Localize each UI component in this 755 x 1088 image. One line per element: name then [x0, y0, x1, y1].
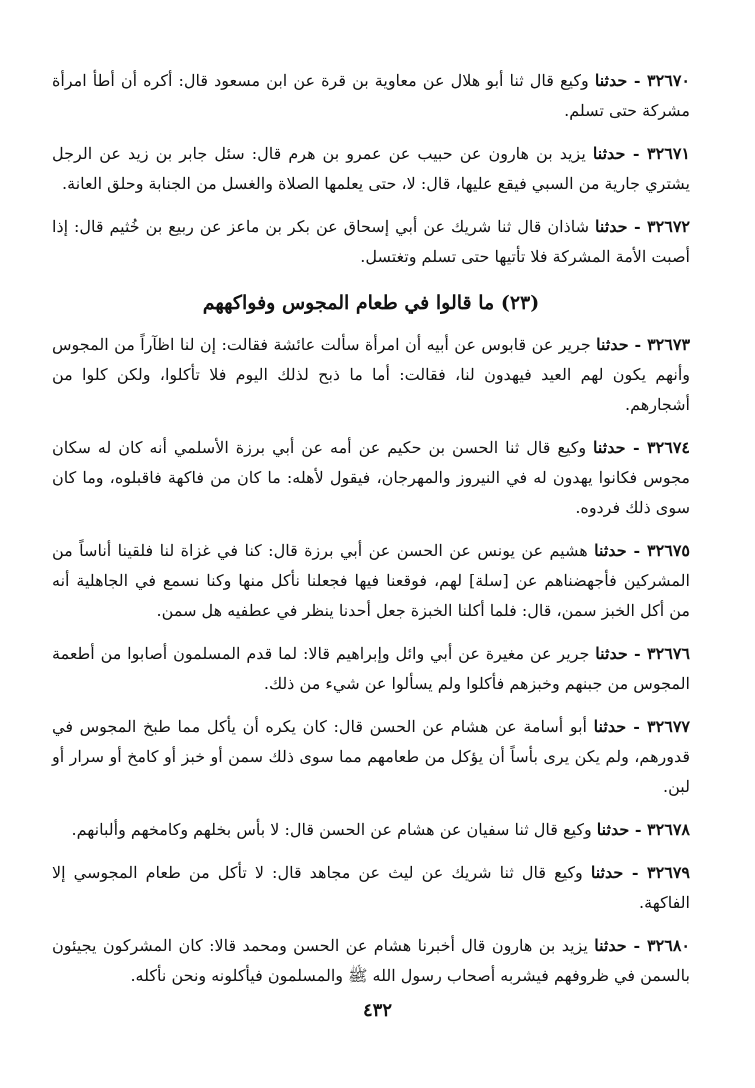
- hadith-separator: -: [627, 71, 648, 90]
- hadith-lead: حدثنا: [594, 71, 628, 90]
- hadith-text: وكيع قال ثنا سفيان عن هشام عن الحسن قال: لا بأس بخلهم وكامخهم وألبانهم.: [71, 820, 592, 839]
- hadith-entry: [52, 639, 690, 699]
- hadith-number: ٣٢٦٧٩: [647, 863, 691, 882]
- hadith-text: وكيع قال ثنا شريك عن ليث عن مجاهد قال: لا تأكل من طعام المجوسي إلا الفاكهة.: [52, 863, 690, 912]
- hadith-text: أبو أسامة عن هشام عن الحسن قال: كان يكره أن يأكل مما طبخ المجوس في قدورهم، ولم يكن يرى بأساً أن يؤكل من طعامهم مما سوى ذلك سمن أو خبز أو كامخ أو سرار أو لبن.: [52, 717, 691, 796]
- hadith-lead: حدثنا: [590, 863, 624, 882]
- hadith-text: شاذان قال ثنا شريك عن أبي إسحاق عن بكر بن ماعز عن ربيع بن خُثيم قال: إذا أصبت الأمة المشركة فلا تأتيها حتى تسلم وتغتسل.: [52, 217, 690, 266]
- hadith-separator: -: [627, 644, 648, 663]
- entries-bottom: [52, 330, 690, 991]
- hadith-text: وكيع قال ثنا الحسن بن حكيم عن أمه عن أبي برزة الأسلمي أنه كان له سكان مجوس فكانوا يهدون له في النيروز والمهرجان، فيقول لأهله: ما كان من فاكهة فاقبلوه، وما كان سوى ذلك فردوه.: [52, 438, 690, 517]
- hadith-entry: [52, 931, 690, 991]
- hadith-entry: [52, 433, 690, 523]
- hadith-lead: حدثنا: [593, 438, 626, 457]
- hadith-separator: -: [626, 936, 648, 955]
- hadith-separator: -: [625, 438, 648, 457]
- hadith-text: يزيد بن هارون قال أخبرنا هشام عن الحسن ومحمد قالا: كان المشركون يجيئون بالسمن في ظروفهم فيشربه أصحاب رسول الله ﷺ والمسلمون فيأكلونه ونحن نأكله.: [52, 936, 690, 985]
- hadith-lead: حدثنا: [595, 217, 628, 236]
- hadith-lead: حدثنا: [594, 936, 627, 955]
- hadith-separator: -: [625, 144, 648, 163]
- hadith-number: ٣٢٦٧٢: [647, 217, 691, 236]
- hadith-separator: -: [629, 820, 648, 839]
- hadith-entry: [52, 139, 690, 199]
- hadith-text: هشيم عن يونس عن الحسن عن أبي برزة قال: كنا في غزاة لنا فلقينا أناساً من المشركين فأجهضناهم عن [سلة] لهم، فوقعنا فيها فجعلنا نأكل منها وكنا نسمع في الجاهلية أنه من أكل الخبز سمن، قال: فلما أكلنا الخبزة جعل أحدنا ينظر في عطفيه هل سمن.: [52, 541, 690, 620]
- entries-top: [52, 66, 690, 272]
- hadith-separator: -: [623, 863, 648, 882]
- hadith-text: جرير عن مغيرة عن أبي وائل وإبراهيم قالا: لما قدم المسلمون أصابوا من أطعمة المجوس من جبنهم وخبزهم فأكلوا ولم يسألوا عن شيء من ذلك.: [52, 644, 690, 693]
- hadith-number: ٣٢٦٧٤: [647, 438, 691, 457]
- hadith-number: ٣٢٦٧٨: [647, 820, 690, 839]
- chapter-heading: (٢٣) ما قالوا في طعام المجوس وفواكههم: [202, 292, 540, 314]
- hadith-separator: -: [626, 541, 648, 560]
- hadith-number: ٣٢٦٧٦: [647, 644, 690, 663]
- hadith-lead: حدثنا: [594, 541, 627, 560]
- hadith-lead: حدثنا: [595, 644, 628, 663]
- hadith-entry: [52, 815, 690, 845]
- hadith-lead: حدثنا: [596, 335, 629, 354]
- hadith-lead: حدثنا: [593, 717, 627, 736]
- hadith-number: ٣٢٦٧٥: [647, 541, 691, 560]
- hadith-text: وكيع قال ثنا أبو هلال عن معاوية بن قرة عن ابن مسعود قال: أكره أن أطأ امرأة مشركة حتى تسلم.: [52, 71, 690, 120]
- hadith-entry: [52, 536, 690, 626]
- hadith-text: يزيد بن هارون عن حبيب عن عمرو بن هرم قال: سئل جابر بن زيد عن الرجل يشتري جارية من السبي فيقع عليها، قال: لا، حتى يعلمها الصلاة والغسل من الجنابة وحلق العانة.: [52, 144, 690, 193]
- hadith-separator: -: [627, 217, 648, 236]
- hadith-entry: [52, 66, 690, 126]
- hadith-entry: [52, 330, 690, 420]
- hadith-number: ٣٢٦٧٠: [647, 71, 691, 90]
- page-number: ٤٣٢: [362, 1000, 392, 1021]
- hadith-entry: [52, 712, 690, 802]
- hadith-number: ٣٢٦٧٣: [647, 335, 691, 354]
- hadith-number: ٣٢٦٨٠: [647, 936, 690, 955]
- hadith-entry: [52, 858, 690, 918]
- hadith-number: ٣٢٦٧٧: [647, 717, 691, 736]
- hadith-text: جرير عن قابوس عن أبيه أن امرأة سألت عائشة فقالت: إن لنا اظآراً من المجوس وأنهم يكون لهم العيد فيهدون لنا، فقالت: أما ما ذبح لذلك اليوم فلا تأكلوا، ولكن كلوا من أشجارهم.: [52, 335, 690, 414]
- hadith-separator: -: [628, 335, 648, 354]
- hadith-entry: [52, 212, 690, 272]
- hadith-lead: حدثنا: [592, 144, 626, 163]
- hadith-lead: حدثنا: [596, 820, 630, 839]
- hadith-separator: -: [626, 717, 648, 736]
- hadith-number: ٣٢٦٧١: [647, 144, 691, 163]
